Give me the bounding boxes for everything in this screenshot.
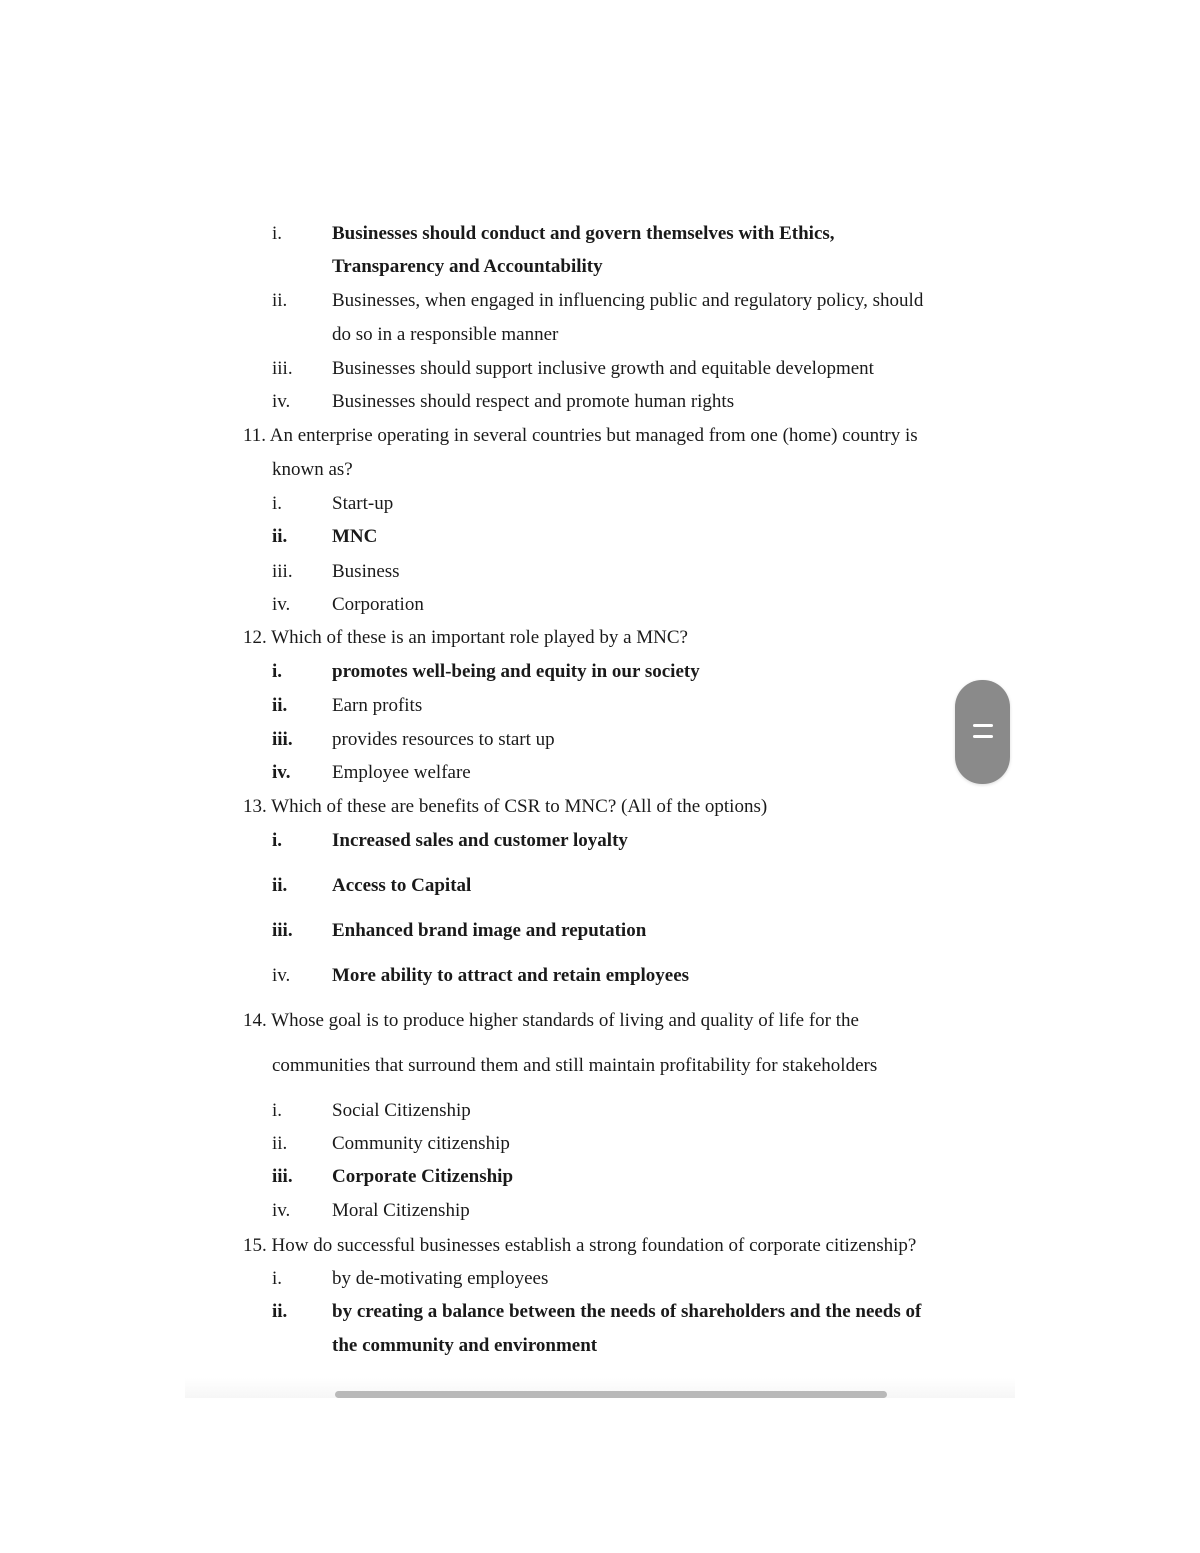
question-14: 14. Whose goal is to produce higher standards of living and quality of life for the: [243, 1010, 859, 1031]
option-number: iii.: [272, 561, 293, 582]
horizontal-scrollbar[interactable]: [335, 1391, 887, 1398]
option-text-answer: MNC: [332, 526, 378, 547]
option-text-continued: Transparency and Accountability: [332, 256, 603, 277]
question-11: 11. An enterprise operating in several countries but managed from one (home) country is: [243, 425, 918, 446]
option-number: iii.: [272, 729, 293, 750]
option-number: ii.: [272, 1133, 288, 1154]
option-text: by de-motivating employees: [332, 1268, 549, 1289]
option-text: Corporation: [332, 594, 424, 615]
option-number: iv.: [272, 965, 291, 986]
question-14-continued: communities that surround them and still maintain profitability for stakeholders: [272, 1055, 878, 1076]
option-text: Community citizenship: [332, 1133, 510, 1154]
option-text: Business: [332, 561, 400, 582]
option-number: i.: [272, 1100, 283, 1121]
option-number: i.: [272, 661, 283, 682]
option-number: iv.: [272, 762, 291, 783]
option-number: iv.: [272, 1200, 291, 1221]
question-15: 15. How do successful businesses establish a strong foundation of corporate citizenship?: [243, 1235, 917, 1256]
option-text: Social Citizenship: [332, 1100, 471, 1121]
question-13: 13. Which of these are benefits of CSR to MNC? (All of the options): [243, 796, 768, 817]
option-text-answer: by creating a balance between the needs of shareholders and the needs of: [332, 1301, 922, 1322]
option-number-answer: ii.: [272, 1301, 288, 1322]
option-number: i.: [272, 830, 283, 851]
option-number: iii.: [272, 920, 293, 941]
option-number-answer: ii.: [272, 526, 288, 547]
question-12: 12. Which of these is an important role played by a MNC?: [243, 627, 688, 648]
grip-line-icon: [973, 724, 993, 727]
grip-line-icon: [973, 735, 993, 738]
option-number-answer: iii.: [272, 1166, 293, 1187]
option-text-answer: Enhanced brand image and reputation: [332, 920, 647, 941]
option-text: Businesses should support inclusive growth and equitable development: [332, 358, 874, 379]
option-text: Moral Citizenship: [332, 1200, 470, 1221]
option-number: iii.: [272, 358, 293, 379]
option-number: iv.: [272, 594, 291, 615]
option-text-answer: promotes well-being and equity in our society: [332, 661, 700, 682]
option-number: i.: [272, 1268, 283, 1289]
option-text: Start-up: [332, 493, 394, 514]
scroll-handle[interactable]: [955, 680, 1010, 784]
option-number: iv.: [272, 391, 291, 412]
option-text-answer: Access to Capital: [332, 875, 472, 896]
option-number: ii.: [272, 695, 288, 716]
option-text: Businesses should conduct and govern themselves with Ethics,: [332, 223, 835, 244]
question-11-continued: known as?: [272, 459, 353, 480]
option-number: i.: [272, 223, 283, 244]
option-text-answer: Increased sales and customer loyalty: [332, 830, 628, 851]
option-number: i.: [272, 493, 283, 514]
option-text: Employee welfare: [332, 762, 471, 783]
option-text: Earn profits: [332, 695, 423, 716]
option-text: Businesses, when engaged in influencing public and regulatory policy, should: [332, 290, 924, 311]
option-text-continued: the community and environment: [332, 1335, 598, 1356]
option-text-continued: do so in a responsible manner: [332, 324, 559, 345]
option-text: provides resources to start up: [332, 729, 555, 750]
option-text-answer: Corporate Citizenship: [332, 1166, 514, 1187]
option-number: ii.: [272, 290, 288, 311]
option-number: ii.: [272, 875, 288, 896]
option-text-answer: More ability to attract and retain employees: [332, 965, 690, 986]
option-text: Businesses should respect and promote human rights: [332, 391, 735, 412]
